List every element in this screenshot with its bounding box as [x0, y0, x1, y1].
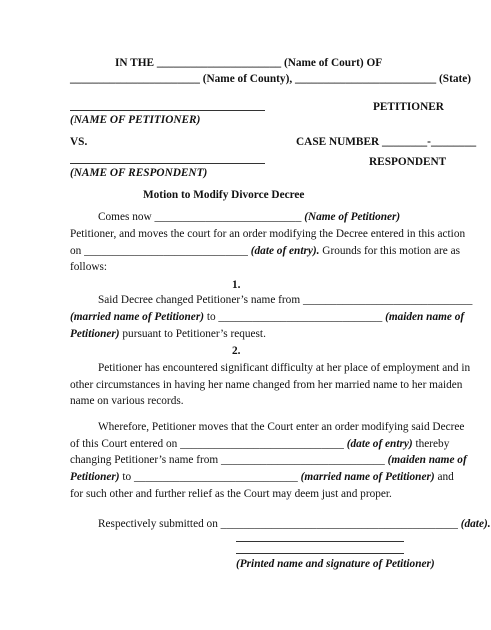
section-1-line-1: Said Decree changed Petitioner’s name from ______________________________	[98, 294, 473, 306]
section-1-maiden-name: (maiden name of	[385, 311, 465, 323]
petitioner-label: PETITIONER	[373, 101, 444, 113]
respondent-name-rule	[70, 163, 265, 164]
section-1-to: to _____________________________	[206, 311, 383, 323]
county-state-line: _______________________ (Name of County), _________________________ (State)	[70, 73, 472, 85]
wherefore-date-of-entry: (date of entry)	[346, 438, 413, 450]
signature-rule-1	[236, 541, 404, 542]
section-1-petitioner: Petitioner)	[70, 328, 120, 340]
wherefore-thereby: thereby	[415, 438, 450, 450]
section-2-line-2: other circumstances in having her name changed from her married name to her maiden	[70, 379, 463, 391]
wherefore-line-1: Wherefore, Petitioner moves that the Court enter an order modifying said Decree	[98, 421, 465, 433]
court-line: IN THE ______________________ (Name of Court) OF	[115, 57, 383, 69]
intro-date-of-entry: (date of entry).	[250, 245, 320, 257]
petitioner-name-rule	[70, 110, 265, 111]
intro-on: on _____________________________	[70, 245, 248, 257]
submitted-on: Respectively submitted on __________________________________________	[98, 518, 458, 530]
section-1-pursuant: pursuant to Petitioner’s request.	[122, 328, 266, 340]
intro-line-4: follows:	[70, 261, 108, 273]
wherefore-line-3	[70, 453, 467, 467]
case-number-line: CASE NUMBER ________-________	[296, 136, 477, 148]
wherefore-petitioner: Petitioner)	[70, 471, 120, 483]
respondent-name-caption: (NAME OF RESPONDENT)	[70, 167, 208, 179]
intro-line-1	[98, 210, 400, 224]
intro-comes-now: Comes now __________________________	[98, 211, 302, 223]
section-1-number: 1.	[232, 279, 241, 291]
wherefore-entered-on: of this Court entered on _____________________________	[70, 438, 344, 450]
wherefore-and: and	[437, 471, 454, 483]
wherefore-maiden-name: (maiden name of	[387, 454, 467, 466]
section-2-line-3: name on various records.	[70, 395, 184, 407]
section-2-number: 2.	[232, 345, 241, 357]
section-1-line-3	[70, 327, 266, 341]
intro-line-2: Petitioner, and moves the court for an order modifying the Decree entered in this action	[70, 228, 466, 240]
wherefore-line-5: for such other and further relief as the Court may deem just and proper.	[70, 488, 392, 500]
document-title: Motion to Modify Divorce Decree	[143, 189, 305, 201]
wherefore-to: to _____________________________	[122, 471, 298, 483]
section-1-line-2	[70, 310, 464, 324]
submitted-date: (date).	[460, 518, 491, 530]
section-1-married-name: (married name of Petitioner)	[70, 311, 204, 323]
intro-name-of-petitioner: (Name of Petitioner)	[304, 211, 401, 223]
wherefore-married-name: (married name of Petitioner)	[300, 471, 435, 483]
intro-grounds: Grounds for this motion are as	[322, 245, 461, 257]
wherefore-line-4	[70, 470, 454, 484]
submitted-line	[98, 517, 491, 531]
signature-rule-2	[236, 553, 404, 554]
petitioner-name-caption: (NAME OF PETITIONER)	[70, 114, 201, 126]
respondent-label: RESPONDENT	[369, 156, 447, 168]
signature-caption: (Printed name and signature of Petitioner)	[236, 558, 435, 570]
wherefore-changing-name: changing Petitioner’s name from _____________________________	[70, 454, 385, 466]
section-2-line-1: Petitioner has encountered significant difficulty at her place of employment and in	[98, 362, 471, 374]
wherefore-line-2	[70, 437, 449, 451]
intro-line-3	[70, 244, 460, 258]
versus-label: VS.	[70, 136, 88, 148]
